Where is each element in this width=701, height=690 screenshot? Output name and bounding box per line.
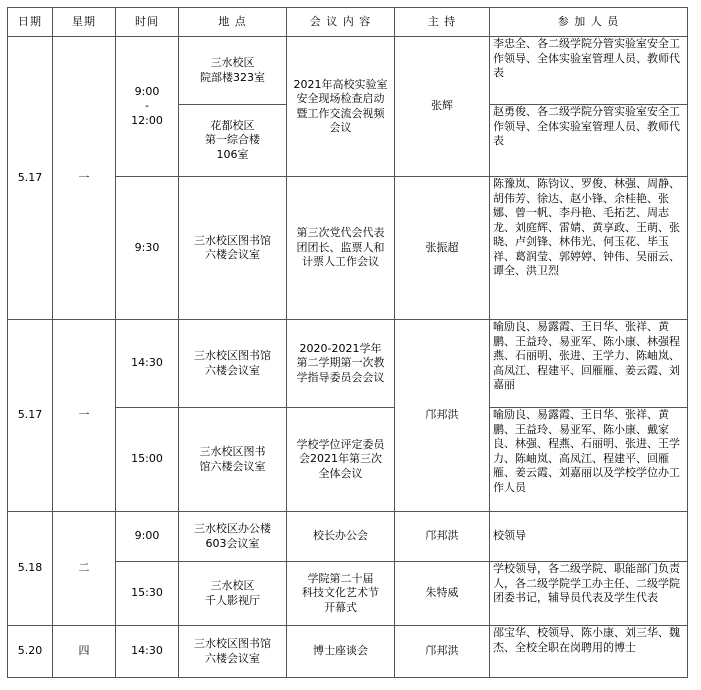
attendees-cell: 校领导 bbox=[490, 512, 688, 562]
host-cell: 邝邦洪 bbox=[395, 626, 490, 678]
attendees-cell: 喻励良、易露霞、王日华、张祥、黄鹏、王益玲、易亚军、陈小康、戴家良、林强、程燕、石丽明、张进、王学力、陈岫岚、高凤江、程建平、回雁雁、姜云霞、刘嘉丽以及学校学位办工作人员 bbox=[490, 408, 688, 512]
date-cell: 5.17 bbox=[8, 37, 53, 320]
time-cell: 14:30 bbox=[116, 320, 179, 408]
content-line: 2021年高校实验室 bbox=[293, 77, 388, 91]
content-cell bbox=[287, 320, 395, 408]
content-line: 2020-2021学年 bbox=[299, 341, 382, 355]
content-line: 全体会议 bbox=[318, 466, 363, 480]
table-row bbox=[8, 37, 688, 105]
content-cell bbox=[287, 408, 395, 512]
location-line: 千人影视厅 bbox=[205, 593, 260, 607]
content-line: 暨工作交流会视频 bbox=[296, 106, 385, 120]
header-attendees: 参 加 人 员 bbox=[490, 8, 688, 37]
content-line: 学指导委员会会议 bbox=[296, 370, 385, 384]
location-line: 花都校区 bbox=[210, 118, 255, 132]
location-cell bbox=[179, 512, 287, 562]
content-line: 会议 bbox=[329, 121, 352, 134]
location-line: 院部楼323室 bbox=[200, 70, 265, 84]
time-cell: 14:30 bbox=[116, 626, 179, 678]
content-line: 学院第二十届 bbox=[307, 571, 374, 585]
host-cell: 邝邦洪 bbox=[395, 320, 490, 512]
table-row bbox=[8, 626, 688, 678]
time-cell: 9:30 bbox=[116, 177, 179, 320]
time-line: 9:00 bbox=[134, 84, 160, 98]
location-cell bbox=[179, 408, 287, 512]
location-cell bbox=[179, 320, 287, 408]
time-cell: 15:30 bbox=[116, 562, 179, 626]
date-cell: 5.18 bbox=[8, 512, 53, 626]
content-cell: 博士座谈会 bbox=[287, 626, 395, 678]
attendees-cell: 赵勇俊、各二级学院分管实验室安全工作领导、全体实验室管理人员、教师代表 bbox=[490, 105, 688, 177]
table-row bbox=[8, 320, 688, 408]
content-line: 安全现场检查启动 bbox=[296, 92, 385, 105]
location-line: 三水校区图书馆 bbox=[194, 349, 271, 362]
attendees-cell: 喻励良、易露霞、王日华、张祥、黄鹏、王益玲、易亚军、陈小康、林强程燕、石丽明、张进、王学力、陈岫岚、高凤江、程建平、回雁雁、姜云霞、刘嘉丽 bbox=[490, 320, 688, 408]
time-cell: 9:00 bbox=[116, 512, 179, 562]
location-line: 第一综合楼 bbox=[205, 133, 260, 147]
location-line: 三水校区图书馆 bbox=[194, 233, 271, 247]
location-cell bbox=[179, 626, 287, 678]
attendees-cell: 李忠全、各二级学院分管实验室安全工作领导、全体实验室管理人员、教师代表 bbox=[490, 37, 688, 105]
weekday-cell: 一 bbox=[53, 320, 116, 512]
content-cell bbox=[287, 37, 395, 177]
header-host: 主 持 bbox=[395, 8, 490, 37]
content-line: 第三次党代会代表 bbox=[296, 226, 385, 240]
header-location: 地 点 bbox=[179, 8, 287, 37]
location-cell bbox=[179, 37, 287, 105]
content-cell bbox=[287, 562, 395, 626]
header-row bbox=[8, 8, 688, 37]
location-line: 六楼会议室 bbox=[205, 651, 260, 665]
location-cell bbox=[179, 562, 287, 626]
location-cell bbox=[179, 105, 287, 177]
host-cell: 张振超 bbox=[395, 177, 490, 320]
host-cell: 邝邦洪 bbox=[395, 512, 490, 562]
attendees-cell: 邵宝华、校领导、陈小康、刘三华、魏杰、全校全职在岗聘用的博士 bbox=[490, 626, 688, 678]
location-line: 三水校区图书 bbox=[199, 445, 266, 458]
location-line: 三水校区图书馆 bbox=[194, 637, 271, 650]
header-weekday: 星期 bbox=[53, 8, 116, 37]
host-cell: 朱特威 bbox=[395, 562, 490, 626]
time-cell bbox=[116, 37, 179, 177]
header-content: 会 议 内 容 bbox=[287, 8, 395, 37]
date-cell: 5.20 bbox=[8, 626, 53, 678]
weekday-cell: 二 bbox=[53, 512, 116, 626]
content-cell bbox=[287, 177, 395, 320]
location-line: 三水校区 bbox=[210, 56, 255, 69]
content-line: 会2021年第三次 bbox=[299, 452, 382, 466]
weekday-cell: 一 bbox=[53, 37, 116, 320]
content-cell: 校长办公会 bbox=[287, 512, 395, 562]
location-line: 馆六楼会议室 bbox=[199, 459, 266, 473]
location-line: 三水校区 bbox=[210, 579, 255, 592]
content-line: 计票人工作会议 bbox=[302, 255, 379, 269]
attendees-cell: 学校领导，各二级学院、职能部门负责人，各二级学院学工办主任、二级学院团委书记，辅导员代表及学生代表 bbox=[490, 562, 688, 626]
header-time: 时间 bbox=[116, 8, 179, 37]
date-cell: 5.17 bbox=[8, 320, 53, 512]
location-line: 603会议室 bbox=[205, 536, 260, 550]
attendees-cell: 陈豫岚、陈钧议、罗俊、林强、周静、胡伟芳、徐达、赵小锋、余桂艳、张娜、曾一帆、李丹艳、毛拓艺、周志龙、刘庭辉、雷婧、黄享政、王萌、张晓、卢剑锋、林伟光、何玉花、毕玉祥、葛润莹、郭婷婷、钟伟、吴丽云、谭全、洪卫烈 bbox=[490, 177, 688, 320]
table-row bbox=[8, 512, 688, 562]
content-line: 学校学位评定委员 bbox=[296, 437, 385, 451]
location-line: 三水校区办公楼 bbox=[194, 522, 271, 535]
location-line: 六楼会议室 bbox=[205, 363, 260, 377]
weekday-cell: 四 bbox=[53, 626, 116, 678]
content-line: 科技文化艺术节 bbox=[302, 586, 379, 600]
location-line: 六楼会议室 bbox=[205, 248, 260, 261]
content-line: 第二学期第一次教 bbox=[296, 356, 385, 370]
location-line: 106室 bbox=[216, 147, 249, 161]
host-cell: 张辉 bbox=[395, 37, 490, 177]
header-date: 日期 bbox=[8, 8, 53, 37]
content-line: 开幕式 bbox=[324, 600, 357, 614]
location-cell bbox=[179, 177, 287, 320]
time-line: - bbox=[145, 99, 149, 113]
time-line: 12:00 bbox=[131, 113, 163, 127]
time-cell: 15:00 bbox=[116, 408, 179, 512]
meeting-schedule-table bbox=[7, 7, 688, 678]
content-line: 团团长、监票人和 bbox=[296, 240, 385, 254]
